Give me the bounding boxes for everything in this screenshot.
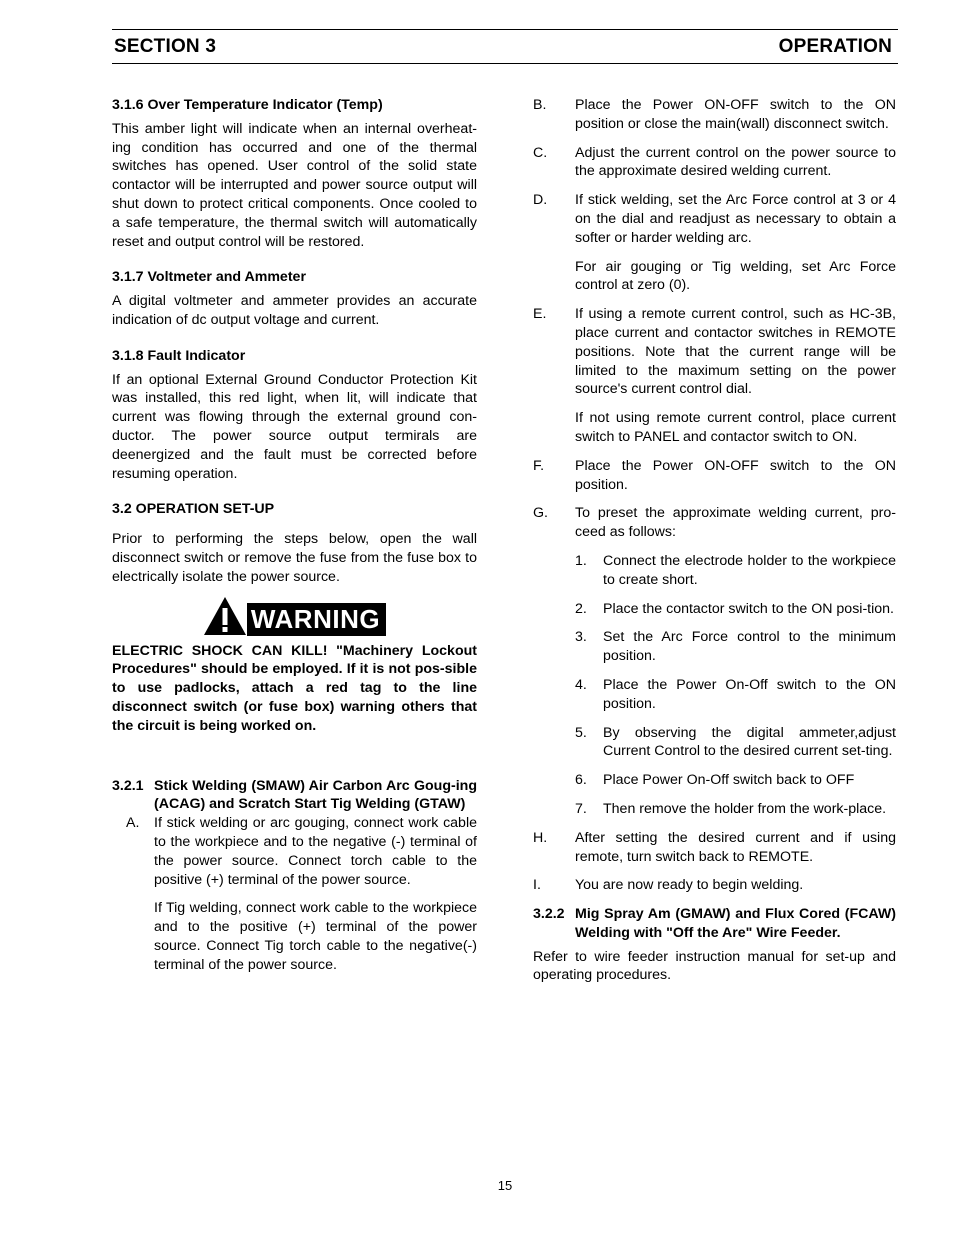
warning-triangle-icon	[203, 596, 247, 636]
left-column	[112, 96, 477, 984]
list-item-text: Place the Power ON-OFF switch to the ON position or close the main(wall) disconnect switch.	[575, 97, 896, 132]
heading-3-1-8: 3.1.8 Fault Indicator	[112, 347, 246, 364]
step-5	[575, 724, 896, 762]
list-item-label: F.	[533, 457, 545, 474]
step-6	[575, 771, 896, 790]
list-item-label: D.	[533, 192, 548, 209]
step-label: 7.	[575, 800, 587, 817]
right-column	[533, 96, 896, 985]
heading-3-2-2-title: Mig Spray Am (GMAW) and Flux Cored (FCAW) Welding with "Off the Are" Wire Feeder.	[575, 906, 896, 941]
step-text: Then remove the holder from the work-place.	[603, 800, 887, 817]
heading-3-2-1-title: Stick Welding (SMAW) Air Carbon Arc Goug-ing (ACAG) and Scratch Start Tig Welding (GTAW)	[154, 777, 477, 813]
step-label: 1.	[575, 552, 587, 569]
step-label: 4.	[575, 676, 587, 693]
step-7	[575, 800, 896, 819]
warning-label: WARNING	[250, 603, 381, 634]
list-item-label: H.	[533, 829, 548, 846]
list-item-label: C.	[533, 144, 548, 161]
list-item-text: If using a remote current control, such as HC-3B, place current and contactor switches in REMOTE positions. Note that the current range will be limited to the maximum setting on the power source's current control dial.	[575, 306, 896, 398]
list-item-label: E.	[533, 306, 547, 323]
list-item-text: If stick welding or arc gouging, connect work cable to the workpiece and to the negative (-) terminal of the power source. Connect torch cable to the positive (+) terminal of the power source.	[154, 815, 477, 888]
paragraph-3-1-8: If an optional External Ground Conductor Protection Kit was installed, this red light, when lit, will indicate that current was flowing through the external ground con-ductor. The power source output termirals are deenergized and the fault must be corrected before resuming operation.	[112, 371, 477, 482]
list-item-text: To preset the approximate welding current, pro-ceed as follows:	[575, 505, 896, 541]
list-item-f	[533, 457, 896, 495]
step-1	[575, 552, 896, 590]
list-item-label: I.	[533, 877, 541, 894]
heading-3-2-2	[533, 905, 896, 943]
list-item-a	[126, 814, 477, 889]
list-item-label: G.	[533, 505, 548, 522]
list-item-text: If stick welding, set the Arc Force control at 3 or 4 on the dial and readjust as necessary to obtain a softer or harder welding arc.	[575, 192, 896, 246]
warning-banner	[112, 603, 477, 636]
step-text: Place Power On-Off switch back to OFF	[603, 772, 855, 789]
step-text: By observing the digital ammeter,adjust Current Control to the desired current set-ting.	[603, 724, 896, 760]
step-4	[575, 676, 896, 714]
heading-3-2-2-number: 3.2.2	[533, 906, 565, 923]
list-item-e	[533, 305, 896, 399]
paragraph-3-1-7: A digital voltmeter and ammeter provides an accurate indication of dc output voltage and current.	[112, 293, 477, 328]
list-item-d	[533, 191, 896, 247]
paragraph-3-2-2: Refer to wire feeder instruction manual for set-up and operating procedures.	[533, 948, 896, 984]
step-text: Place the contactor switch to the ON posi-tion.	[603, 600, 894, 617]
list-item-label: B.	[533, 97, 547, 113]
step-2	[575, 600, 896, 619]
step-text: Set the Arc Force control to the minimum position.	[603, 629, 896, 665]
section-title: OPERATION	[778, 36, 892, 57]
heading-3-1-7: 3.1.7 Voltmeter and Ammeter	[112, 269, 306, 286]
list-item-g	[533, 504, 896, 542]
heading-3-1-6: 3.1.6 Over Temperature Indicator (Temp)	[112, 97, 383, 113]
page-header	[112, 29, 898, 64]
heading-3-2-1-number: 3.2.1	[112, 777, 144, 794]
list-item-text: Adjust the current control on the power source to the approximate desired welding current.	[575, 144, 896, 180]
section-number: SECTION 3	[114, 36, 217, 57]
heading-3-2: 3.2 OPERATION SET-UP	[112, 501, 275, 518]
step-label: 5.	[575, 724, 587, 741]
warning-text: ELECTRIC SHOCK CAN KILL! "Machinery Lockout Procedures" should be employed. If it is not pos-sible to use padlocks, attach a red tag to the line disconnect switch (or fuse box) warning others that the circuit is being worked on.	[112, 642, 477, 734]
step-label: 2.	[575, 600, 587, 617]
list-item-label: A.	[126, 815, 140, 832]
step-text: Connect the electrode holder to the workpiece to create short.	[603, 552, 896, 588]
step-3	[575, 628, 896, 666]
list-item-text: After setting the desired current and if using remote, turn switch back to REMOTE.	[575, 829, 896, 865]
list-item-a-subparagraph: If Tig welding, connect work cable to the workpiece and to the positive (+) terminal of the power source. Connect Tig torch cable to the negative(-) terminal of the power source.	[154, 900, 477, 973]
page-number: 15	[497, 1178, 513, 1193]
list-item-i	[533, 876, 896, 895]
paragraph-3-2: Prior to performing the steps below, open the wall disconnect switch or remove the fuse from the fuse box to electrically isolate the power source.	[112, 531, 477, 585]
paragraph-3-1-6: This amber light will indicate when an internal overheat-ing condition has occurred and one of the thermal switches has opened. User control of the solid state contactor will be interrupted and power source output will shut down to protect critical components. Once cooled to a safe temperature, the thermal switch will automatically reset and output control will be restored.	[112, 120, 477, 250]
list-item-b	[533, 96, 896, 134]
list-item-text: Place the Power ON-OFF switch to the ON position.	[575, 457, 896, 493]
list-item-d-subparagraph: For air gouging or Tig welding, set Arc Force control at zero (0).	[575, 258, 896, 294]
step-label: 3.	[575, 629, 587, 646]
list-item-c	[533, 144, 896, 182]
step-text: Place the Power On-Off switch to the ON position.	[603, 676, 896, 712]
list-item-e-subparagraph: If not using remote current control, place current switch to PANEL and contactor switch to ON.	[575, 410, 896, 445]
heading-3-2-1	[112, 777, 477, 815]
step-label: 6.	[575, 772, 587, 789]
list-item-h	[533, 829, 896, 867]
list-item-text: You are now ready to begin welding.	[575, 877, 804, 894]
